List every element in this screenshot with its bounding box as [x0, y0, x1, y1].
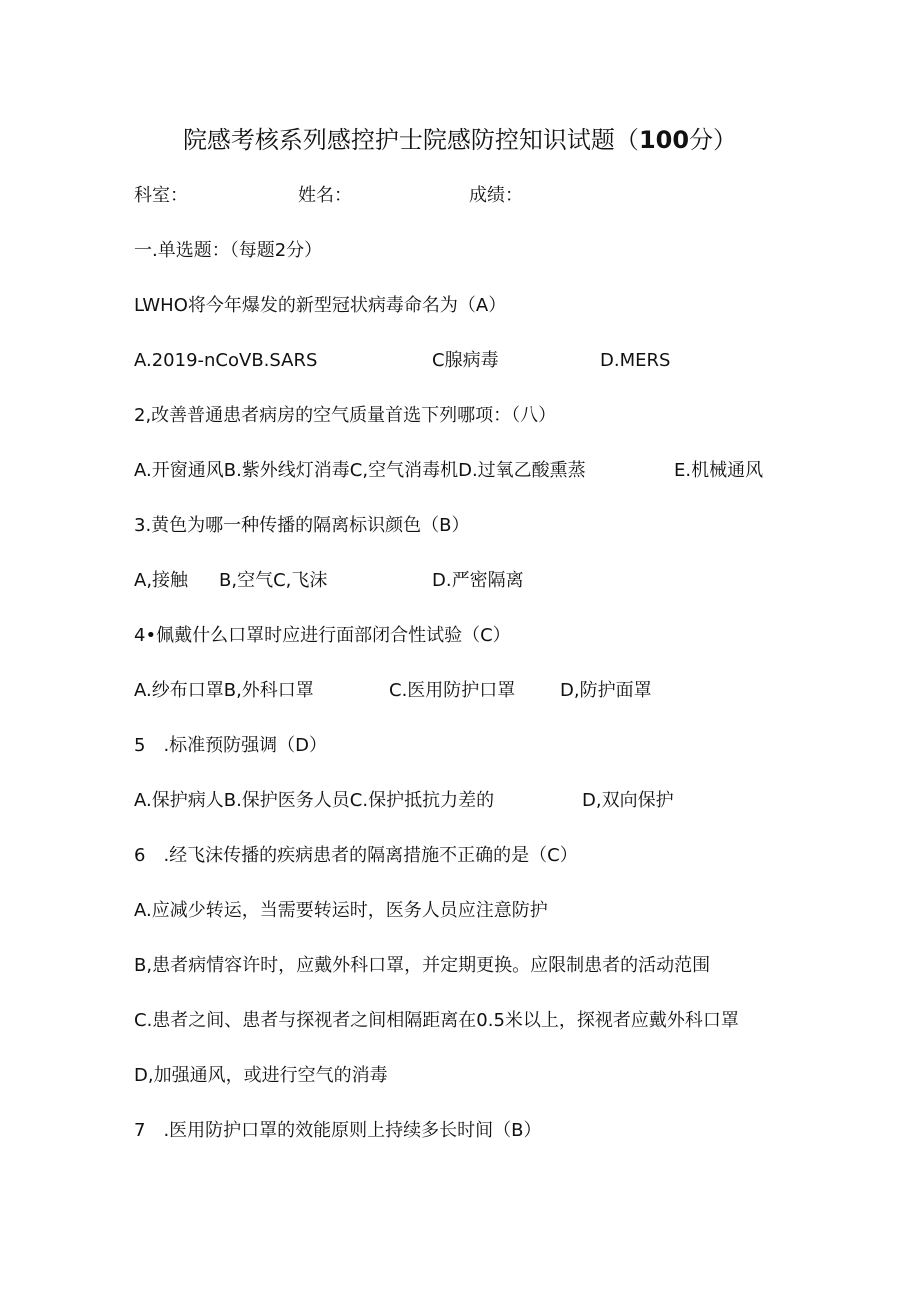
question-stem-5: 5 .标准预防强调（D）: [134, 735, 328, 756]
question-stem-2: 2,改善普通患者病房的空气质量首选下列哪项：（八）: [134, 405, 557, 426]
question-stem-1: LWHO将今年爆发的新型冠状病毒命名为（A）: [134, 295, 507, 316]
option: C.患者之间、患者与探视者之间相隔距离在0.5米以上，探视者应戴外科口罩: [134, 1010, 739, 1031]
option: D,加强通风，或进行空气的消毒: [134, 1065, 388, 1086]
option: D.MERS: [600, 350, 671, 371]
option: A,接触: [134, 570, 189, 591]
name-label: 姓名：: [298, 185, 352, 206]
option: C.医用防护口罩: [389, 680, 516, 701]
question-stem-3: 3.黄色为哪一种传播的隔离标识颜色（B）: [134, 515, 470, 536]
question-stem-4: 4•佩戴什么口罩时应进行面部闭合性试验（C）: [134, 625, 511, 646]
option: A.应减少转运，当需要转运时，医务人员应注意防护: [134, 900, 548, 921]
option: A.2019-nCoVB.SARS: [134, 350, 318, 371]
option: A.开窗通风B.紫外线灯消毒C,空气消毒机D.过氧乙酸熏蒸: [134, 460, 586, 481]
option: A.纱布口罩B,外科口罩: [134, 680, 314, 701]
option: D,防护面罩: [560, 680, 652, 701]
option: D.严密隔离: [432, 570, 524, 591]
title-score: 100: [638, 126, 690, 154]
grade-label: 成绩：: [469, 185, 523, 206]
title-end: 分）: [689, 126, 738, 154]
question-stem-7: 7 .医用防护口罩的效能原则上持续多长时间（B）: [134, 1120, 542, 1141]
option: B,患者病情容许时，应戴外科口罩，并定期更换。应限制患者的活动范围: [134, 955, 711, 976]
page-title: [0, 124, 920, 156]
option: A.保护病人B.保护医务人员C.保护抵抗力差的: [134, 790, 495, 811]
title-main: 院感考核系列感控护士院感防控知识试题（: [182, 126, 639, 154]
option: D,双向保护: [582, 790, 674, 811]
option: B,空气C,飞沫: [219, 570, 328, 591]
section-heading: 一.单选题：（每题2分）: [134, 240, 323, 261]
question-stem-6: 6 .经飞沫传播的疾病患者的隔离措施不正确的是（C）: [134, 845, 578, 866]
option: E.机械通风: [674, 460, 764, 481]
option: C腺病毒: [432, 350, 499, 371]
dept-label: 科室：: [134, 185, 188, 206]
